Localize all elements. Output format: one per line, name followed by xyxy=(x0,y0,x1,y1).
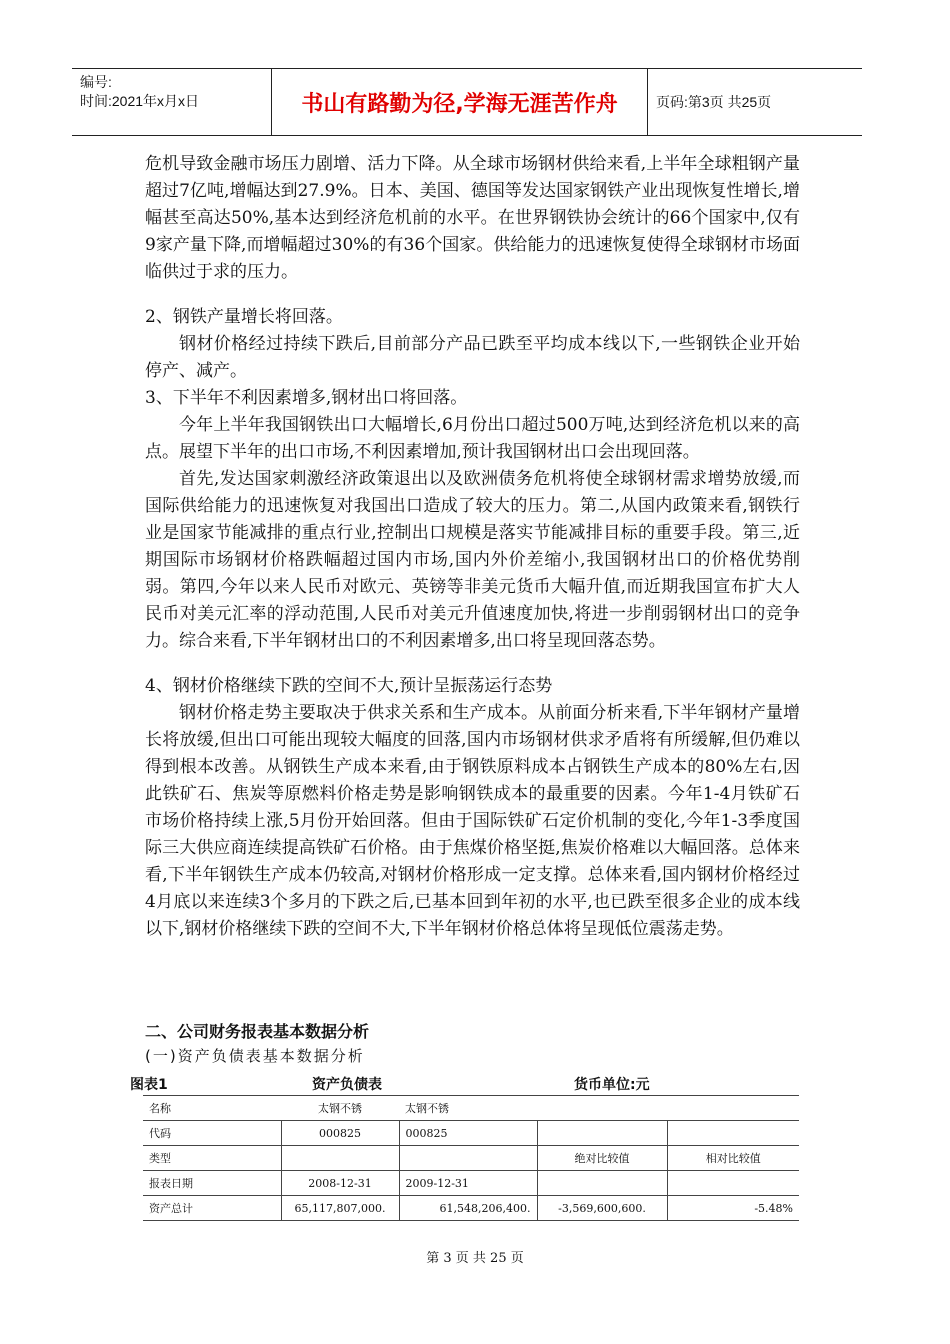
table-row xyxy=(143,1146,799,1171)
heading-item-3: 3、下半年不利因素增多,钢材出口将回落。 xyxy=(145,388,468,408)
paragraph: 首先,发达国家刺激经济政策退出以及欧洲债务危机将使全球钢材需求增势放缓,而国际供给能力的迅速恢复对我国出口造成了较大的压力。第二,从国内政策来看,钢铁行业是国家节能减排的重点行业,控制出口规模是落实节能减排目标的重要手段。第三,近期国际市场钢材价格跌幅超过国内市场,国内外价差缩小,我国钢材出口的价格优势削弱。第四,今年以来人民币对欧元、英镑等非美元货币大幅升值,而近期我国宣布扩大人民币对美元汇率的浮动范围,人民币对美元升值速度加快,将进一步削弱钢材出口的竞争力。综合来看,下半年钢材出口的不利因素增多,出口将呈现回落态势。 xyxy=(145,469,800,651)
page-header xyxy=(72,68,862,136)
table-row xyxy=(143,1121,799,1146)
table-cell xyxy=(667,1121,799,1146)
table-cell: 名称 xyxy=(143,1096,281,1121)
table-cell: 类型 xyxy=(143,1146,281,1171)
table-name: 资产负债表 xyxy=(312,1077,382,1093)
section-title: 二、公司财务报表基本数据分析 xyxy=(145,1022,370,1041)
table-cell: -3,569,600,600. xyxy=(537,1196,667,1221)
table-cell xyxy=(281,1146,399,1171)
balance-sheet-table xyxy=(143,1095,799,1221)
table-cell: -5.48% xyxy=(667,1196,799,1221)
table-cell: 61,548,206,400. xyxy=(399,1196,537,1221)
header-motto: 书山有路勤为径,学海无涯苦作舟 xyxy=(272,69,648,135)
header-page-info: 页码:第3页 共25页 xyxy=(656,94,772,110)
table-cell: 资产总计 xyxy=(143,1196,281,1221)
table-cell xyxy=(667,1096,799,1121)
table-cell: 报表日期 xyxy=(143,1171,281,1196)
number-label: 编号: xyxy=(80,74,112,90)
table-cell xyxy=(537,1096,667,1121)
table-cell: 000825 xyxy=(399,1121,537,1146)
table-cell: 2009-12-31 xyxy=(399,1171,537,1196)
section-subtitle: (一)资产负债表基本数据分析 xyxy=(145,1047,365,1065)
table-cell xyxy=(667,1171,799,1196)
table-row xyxy=(143,1096,799,1121)
time-label: 时间:2021年x月x日 xyxy=(80,93,200,109)
table-cell: 代码 xyxy=(143,1121,281,1146)
header-meta xyxy=(72,69,272,135)
table-cell: 65,117,807,000. xyxy=(281,1196,399,1221)
page-footer: 第 3 页 共 25 页 xyxy=(426,1251,524,1266)
table-cell xyxy=(537,1121,667,1146)
figure-label: 图表1 xyxy=(130,1077,168,1093)
table-row xyxy=(143,1196,799,1221)
table-cell xyxy=(399,1146,537,1171)
table-cell: 太钢不锈 xyxy=(281,1096,399,1121)
table-cell: 2008-12-31 xyxy=(281,1171,399,1196)
table-cell: 相对比较值 xyxy=(667,1146,799,1171)
heading-item-2: 2、钢铁产量增长将回落。 xyxy=(145,307,343,327)
table-cell: 绝对比较值 xyxy=(537,1146,667,1171)
paragraph: 钢材价格经过持续下跌后,目前部分产品已跌至平均成本线以下,一些钢铁企业开始停产、减产。 xyxy=(145,334,800,381)
table-cell: 太钢不锈 xyxy=(399,1096,537,1121)
table-cell: 000825 xyxy=(281,1121,399,1146)
body-text xyxy=(145,151,800,943)
currency-unit: 货币单位:元 xyxy=(574,1077,650,1093)
heading-item-4: 4、钢材价格继续下跌的空间不大,预计呈振荡运行态势 xyxy=(145,676,553,696)
paragraph: 今年上半年我国钢铁出口大幅增长,6月份出口超过500万吨,达到经济危机以来的高点。展望下半年的出口市场,不利因素增加,预计我国钢材出口会出现回落。 xyxy=(145,415,800,462)
table-row xyxy=(143,1171,799,1196)
paragraph: 危机导致金融市场压力剧增、活力下降。从全球市场钢材供给来看,上半年全球粗钢产量超过7亿吨,增幅达到27.9%。日本、美国、德国等发达国家钢铁产业出现恢复性增长,增幅甚至高达50%,基本达到经济危机前的水平。在世界钢铁协会统计的66个国家中,仅有9家产量下降,而增幅超过30%的有36个国家。供给能力的迅速恢复使得全球钢材市场面临供过于求的压力。 xyxy=(145,154,800,282)
table-cell xyxy=(537,1171,667,1196)
paragraph: 钢材价格走势主要取决于供求关系和生产成本。从前面分析来看,下半年钢材产量增长将放缓,但出口可能出现较大幅度的回落,国内市场钢材供求矛盾将有所缓解,但仍难以得到根本改善。从钢铁生产成本来看,由于钢铁原料成本占钢铁生产成本的80%左右,因此铁矿石、焦炭等原燃料价格走势是影响钢铁成本的最重要的因素。今年1-4月铁矿石市场价格持续上涨,5月份开始回落。但由于国际铁矿石定价机制的变化,今年1-3季度国际三大供应商连续提高铁矿石价格。由于焦煤价格坚挺,焦炭价格难以大幅回落。总体来看,下半年钢铁生产成本仍较高,对钢材价格形成一定支撑。总体来看,国内钢材价格经过4月底以来连续3个多月的下跌之后,已基本回到年初的水平,也已跌至很多企业的成本线以下,钢材价格继续下跌的空间不大,下半年钢材价格总体将呈现低位震荡走势。 xyxy=(145,703,800,939)
